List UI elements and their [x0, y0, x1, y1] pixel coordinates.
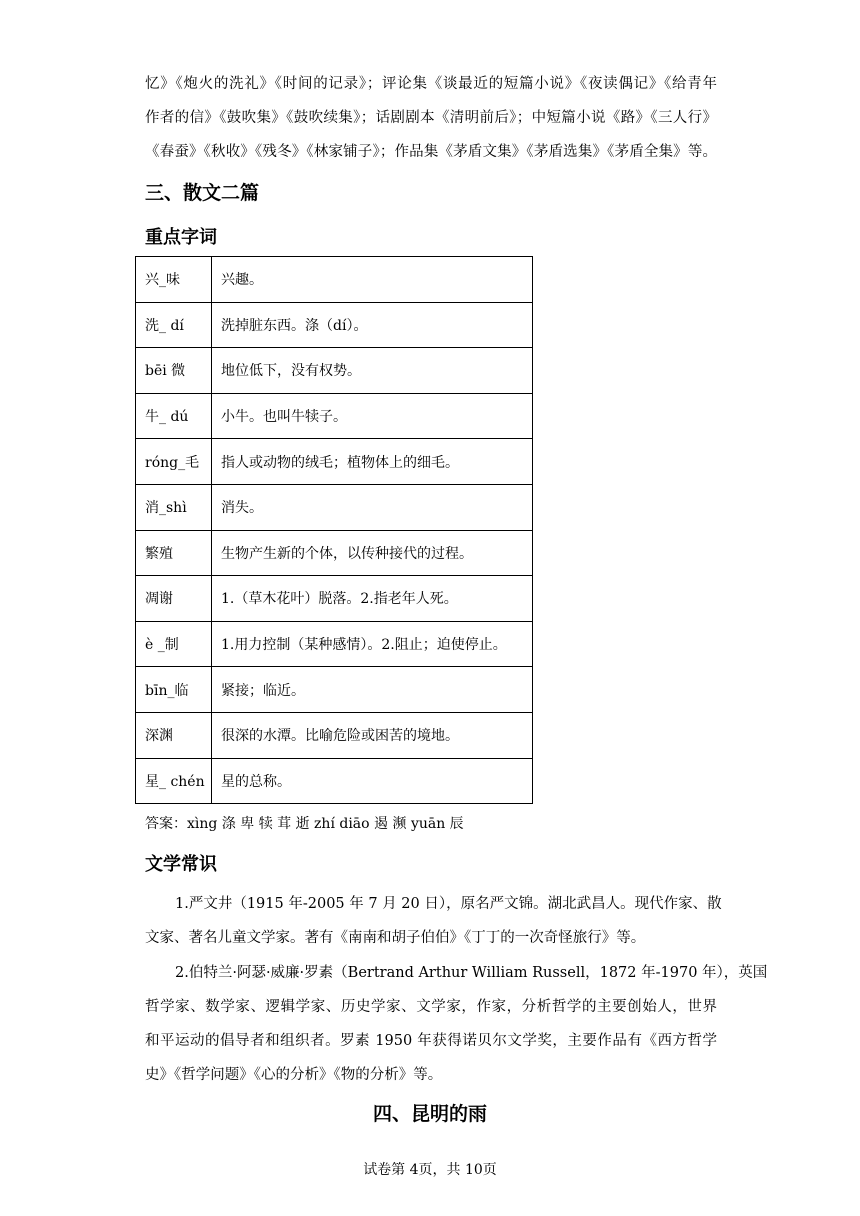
- vocab-definition: 紧接；临近。: [212, 667, 533, 713]
- vocab-definition: 小牛。也叫牛犊子。: [212, 393, 533, 439]
- table-row: [136, 257, 533, 303]
- vocab-term: 星_ chén: [136, 758, 212, 804]
- table-row: [136, 302, 533, 348]
- table-row: [136, 439, 533, 485]
- table-row: [136, 348, 533, 394]
- table-row: [136, 530, 533, 576]
- lit-paragraph-1-line-2: 文家、著名儿童文学家。著有《南南和胡子伯伯》《丁丁的一次奇怪旅行》等。: [145, 930, 646, 946]
- intro-line-1: 忆》《炮火的洗礼》《时间的记录》；评论集《谈最近的短篇小说》《夜读偶记》《给青年: [145, 76, 717, 92]
- intro-line-3: 《春蚕》《秋收》《残冬》《林家铺子》；作品集《茅盾文集》《茅盾选集》《茅盾全集》等。: [145, 144, 717, 160]
- vocab-definition: 洗掉脏东西。涤（dí）。: [212, 302, 533, 348]
- vocab-term: bīn_临: [136, 667, 212, 713]
- section-title-kunming-rain: 四、昆明的雨: [372, 1103, 487, 1125]
- vocab-definition: 兴趣。: [212, 257, 533, 303]
- vocab-definition: 指人或动物的绒毛；植物体上的细毛。: [212, 439, 533, 485]
- intro-line-2: 作者的信》《鼓吹集》《鼓吹续集》；话剧剧本《清明前后》；中短篇小说《路》《三人行》: [145, 110, 717, 126]
- vocab-definition: 星的总称。: [212, 758, 533, 804]
- vocab-term: 牛_ dú: [136, 393, 212, 439]
- vocab-term: 繁殖: [136, 530, 212, 576]
- vocab-term: 消_shì: [136, 484, 212, 530]
- lit-paragraph-2-line-4: 史》《哲学问题》《心的分析》《物的分析》等。: [145, 1067, 443, 1083]
- table-row: [136, 712, 533, 758]
- lit-paragraph-1-line-1: 1.严文井（1915 年-2005 年 7 月 20 日），原名严文锦。湖北武昌人。现代作家、散: [175, 896, 722, 912]
- page-footer: 试卷第 4页，共 10页: [363, 1162, 497, 1178]
- table-row: [136, 393, 533, 439]
- vocab-term: è _制: [136, 621, 212, 667]
- vocab-definition: 1.（草木花叶）脱落。2.指老年人死。: [212, 576, 533, 622]
- vocab-term: róng_毛: [136, 439, 212, 485]
- vocab-term: 凋谢: [136, 576, 212, 622]
- table-row: [136, 621, 533, 667]
- vocab-definition: 生物产生新的个体，以传种接代的过程。: [212, 530, 533, 576]
- table-row: [136, 576, 533, 622]
- vocab-term: bēi 微: [136, 348, 212, 394]
- lit-paragraph-2-line-3: 和平运动的倡导者和组织者。罗素 1950 年获得诺贝尔文学奖，主要作品有《西方哲学: [145, 1033, 717, 1049]
- vocab-definition: 消失。: [212, 484, 533, 530]
- literature-heading: 文学常识: [145, 854, 217, 875]
- vocab-term: 洗_ dí: [136, 302, 212, 348]
- vocab-table: [135, 256, 533, 804]
- table-row: [136, 484, 533, 530]
- vocab-definition: 1.用力控制（某种感情）。2.阻止；迫使停止。: [212, 621, 533, 667]
- table-row: [136, 758, 533, 804]
- answer-line: 答案：xìng 涤 卑 犊 茸 逝 zhí diāo 遏 濒 yuān 辰: [145, 816, 464, 832]
- lit-paragraph-2-line-2: 哲学家、数学家、逻辑学家、历史学家、文学家，作家，分析哲学的主要创始人，世界: [145, 999, 717, 1015]
- lit-paragraph-2-line-1: 2.伯特兰·阿瑟·威廉·罗素（Bertrand Arthur William Russell，1872 年-1970 年），英国: [175, 965, 768, 981]
- section-title-prose: 三、散文二篇: [145, 182, 260, 204]
- table-row: [136, 667, 533, 713]
- vocab-term: 兴_味: [136, 257, 212, 303]
- vocab-term: 深渊: [136, 712, 212, 758]
- vocab-heading: 重点字词: [145, 227, 217, 248]
- vocab-definition: 很深的水潭。比喻危险或困苦的境地。: [212, 712, 533, 758]
- vocab-definition: 地位低下，没有权势。: [212, 348, 533, 394]
